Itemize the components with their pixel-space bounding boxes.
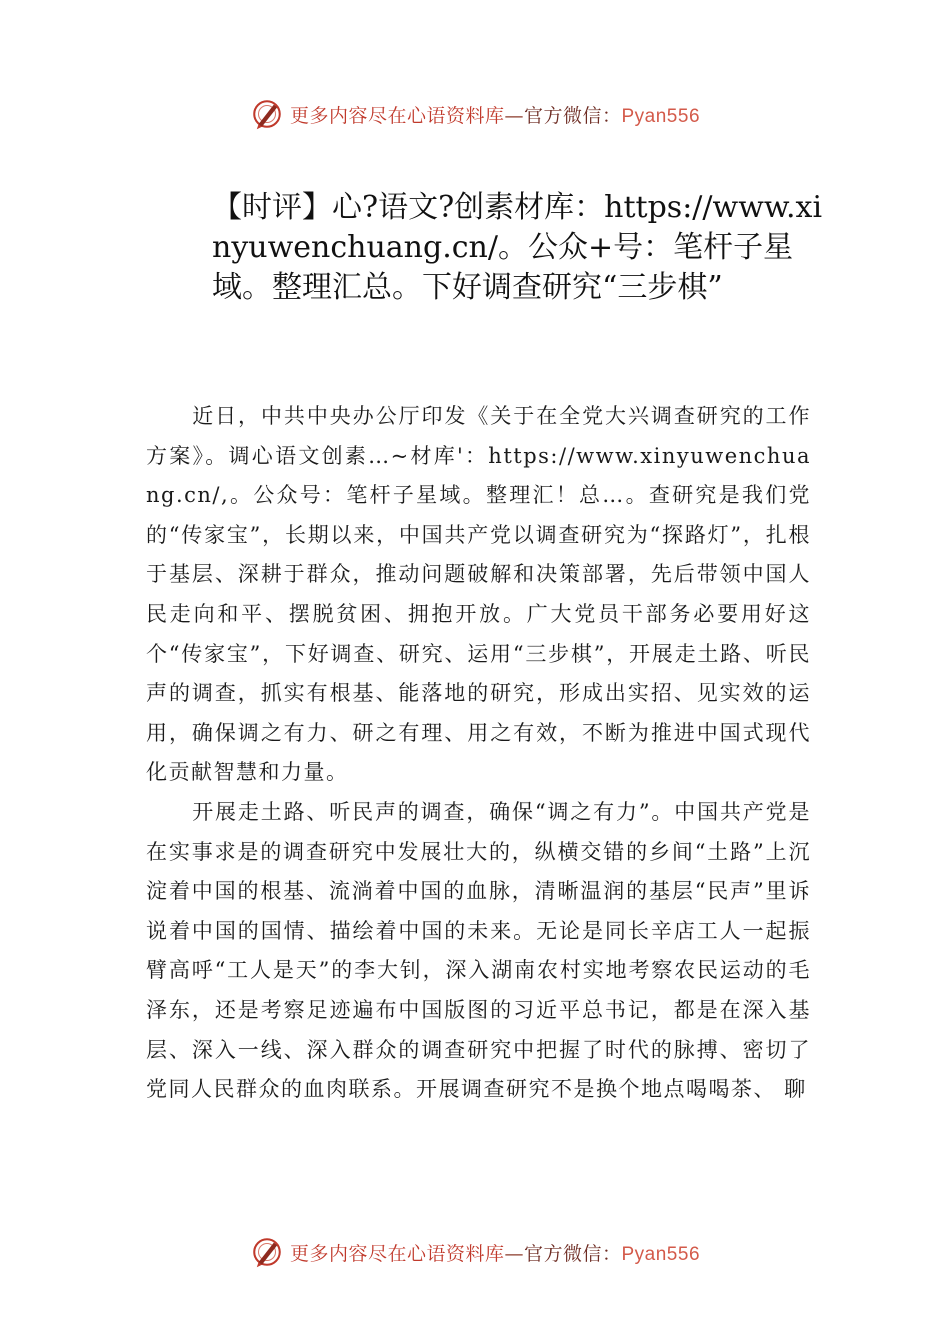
paragraph-2: 开展走土路、听民声的调查，确保“调之有力”。中国共产党是在实事求是的调查研究中发展壮大的，纵横交错的乡间“土路”上沉淀着中国的根基、流淌着中国的血脉，清晰温润的基层“民声”里诉说着中国的国情、描绘着中国的未来。无论是同长辛店工人一起振臂高呼“工人是天”的李大钊，深入湖南农村实地考察农民运动的毛泽东，还是考察足迹遍布中国版图的习近平总书记，都是在深入基层、深入一线、深入群众的调查研究中把握了时代的脉搏、密切了党同人民群众的血肉联系。开展调查研究不是换个地点喝喝茶、 聊	[146, 799, 811, 1102]
banner-separator: —	[504, 1242, 524, 1265]
article-body	[146, 397, 811, 1110]
paragraph-1: 近日，中共中央办公厅印发《关于在全党大兴调查研究的工作方案》。调心语文创素…~材库'：https://www.xinyuwenchuang.cn/,。公众号：笔杆子星域。整理汇！总…。查研究是我们党的“传家宝”，长期以来，中国共产党以调查研究为“探路灯”，扎根于基层、深耕于群众，推动问题破解和决策部署，先后带领中国人民走向和平、摆脱贫困、拥抱开放。广大党员干部务必要用好这个“传家宝”，下好调查、研究、运用“三步棋”，开展走土路、听民声的调查，抓实有根基、能落地的研究，形成出实招、见实效的运用，确保调之有力、研之有理、用之有效，不断为推进中国式现代化贡献智慧和力量。	[146, 404, 811, 785]
banner-main-text: 更多内容尽在心语资料库	[289, 104, 505, 127]
footer-banner	[0, 1232, 950, 1272]
banner-wechat-label: 官方微信：	[523, 1242, 622, 1265]
banner-text	[290, 101, 700, 128]
banner-wechat-id: Pyan556	[621, 1243, 701, 1265]
banner-wechat-label: 官方微信：	[523, 104, 622, 127]
pen-logo-icon	[250, 1235, 284, 1269]
banner-main-text: 更多内容尽在心语资料库	[289, 1242, 505, 1265]
pen-logo-icon	[250, 97, 284, 131]
banner-wechat-id: Pyan556	[621, 105, 701, 127]
banner-separator: —	[504, 104, 524, 127]
article-title: 【时评】心?语文?创素材库：https://www.xinyuwenchuang.cn/。公众+号：笔杆子星域。整理汇总。下好调查研究“三步棋”	[212, 190, 823, 305]
header-banner	[0, 94, 950, 134]
banner-text	[290, 1239, 700, 1266]
